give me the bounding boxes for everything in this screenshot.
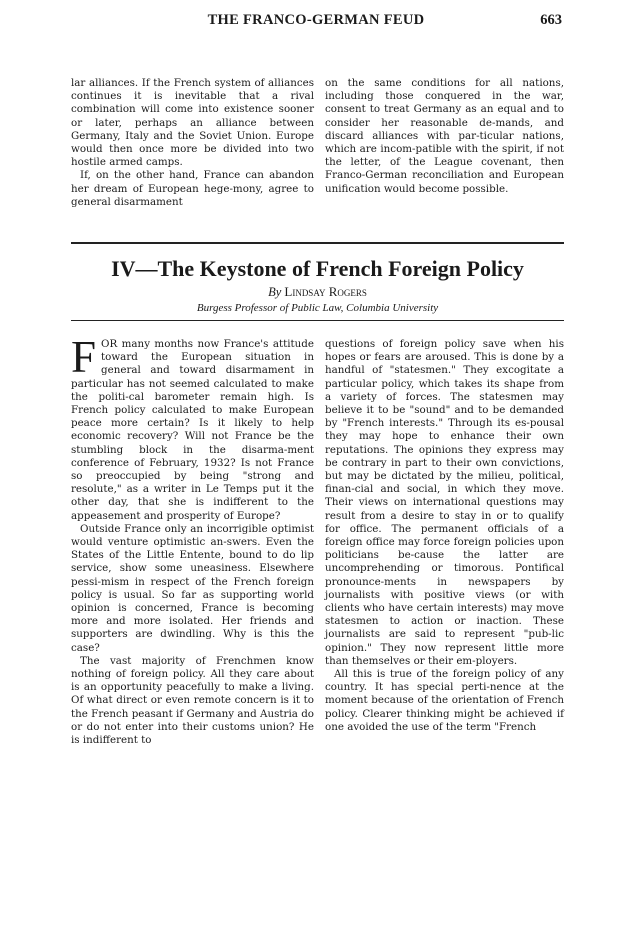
paragraph: All this is true of the foreign policy of any country. It has special perti-nence at the moment because of the orientation of French policy. Clearer thinking might be achieved if one avoided the use of the term "French xyxy=(325,668,564,733)
article-left-column xyxy=(71,332,314,747)
byline-prefix: By xyxy=(268,285,282,299)
drop-cap: F xyxy=(71,332,97,382)
paragraph: lar alliances. If the French system of alliances continues it is inevitable that a rival combination will come into existence sooner or later, perhaps an alliance between Germany, Italy and the Soviet Union. Europe would then once more be divided into two hostile armed camps. xyxy=(71,77,314,169)
article-title: IV—The Keystone of French Foreign Policy xyxy=(111,256,524,281)
paragraph: If, on the other hand, France can abandon her dream of European hege-mony, agree to general disarmament xyxy=(71,169,314,208)
running-head xyxy=(70,12,562,32)
running-title: THE FRANCO-GERMAN FEUD xyxy=(207,12,425,28)
paragraph: Outside France only an incorrigible optimist would venture optimistic an-swers. Even the States of the Little Entente, bound to do lip service, show some uneasiness. Elsewhere pessi-mism in respect of the French foreign policy is usual. So far as supporting world opinion is concerned, France is becoming more and more isolated. Her friends and supporters are dwindling. Why is this the case? xyxy=(71,522,314,654)
opening-paragraph-text: OR many months now France's attitude toward the European situation in general and toward disarmament in particular has not seemed calculated to make the politi-cal barometer remain high. Is French policy calculated to make European peace more certain? Is it likely to help economic recovery? Will not France be the stumbling block in the disarma-ment conference of February, 1932? Is not France so preoccupied by being "strong and resolute," as a writer in Le Temps put it the other day, that she is indifferent to the appeasement and prosperity of Europe? xyxy=(71,338,314,522)
author-name: Lindsay Rogers xyxy=(284,284,367,299)
article-right-column xyxy=(325,338,564,734)
paragraph: on the same conditions for all nations, including those conquered in the war, consent to treat Germany as an equal and to consider her reasonable de-mands, and discard alliances with par-ticular nations, which are incom-patible with the spirit, if not the letter, of the League covenant, then Franco-German reconciliation and European unification would become possible. xyxy=(325,77,564,195)
page-number: 663 xyxy=(540,12,562,28)
prior-article-left-column xyxy=(71,77,314,209)
header-divider xyxy=(71,320,564,321)
opening-paragraph xyxy=(71,332,314,523)
paragraph: The vast majority of Frenchmen know nothing of foreign policy. All they care about is an opportunity peacefully to make a living. Of what direct or even remote concern is it to the French peasant if Germany and Austria do or do not enter into their customs union? He is indifferent to xyxy=(71,654,314,747)
section-divider xyxy=(71,242,564,244)
byline xyxy=(71,284,564,300)
paragraph: questions of foreign policy save when his hopes or fears are aroused. This is done by a handful of "statesmen." They excogitate a particular policy, which takes its shape from a variety of forces. The statesmen may believe it to be "sound" and to be demanded by "French interests." Through its es-pousal they may hope to enhance their own reputations. The opinions they express may be contrary in part to their own convictions, but may be dictated by the milieu, political, finan-cial and social, in which they move. Their views on international questions may result from a desire to stay in or to qualify for office. The permanent officials of a foreign office may force foreign policies upon politicians be-cause the latter are uncomprehending or timorous. Pontifical pronounce-ments in newspapers by journalists with positive views (or with clients who have certain interests) may move statesmen to action or inaction. These journalists are said to represent "pub-lic opinion." They now represent little more than themselves or their em-ployers. xyxy=(325,338,564,667)
prior-article-right-column xyxy=(325,77,564,196)
author-affiliation: Burgess Professor of Public Law, Columbia University xyxy=(196,302,439,314)
